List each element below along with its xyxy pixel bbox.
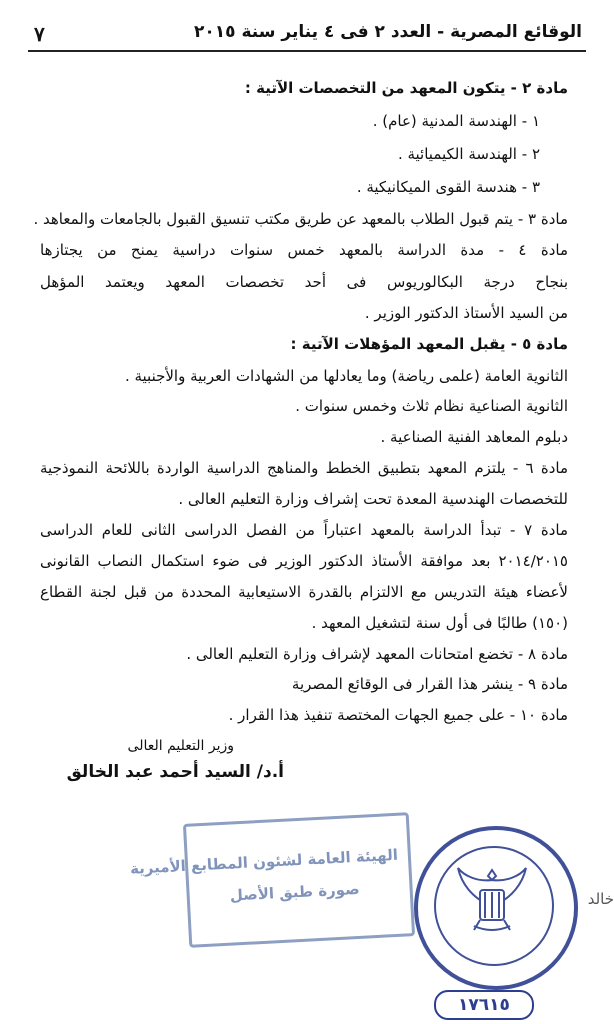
- article-7-line-2: ٢٠١٤/٢٠١٥ بعد موافقة الأستاذ الدكتور الوزير فى ضوء استكمال النصاب القانونى: [40, 552, 568, 570]
- page-header: [28, 20, 586, 52]
- stamp-line-1: الهيئة العامة لشئون المطابع الأميرية: [129, 845, 399, 878]
- article-7-line-4: (١٥٠) طالبًا فى أول سنة لتشغيل المعهد .: [311, 614, 568, 632]
- list-item: الثانوية العامة (علمى رياضة) وما يعادلها من الشهادات العربية والأجنبية .: [124, 367, 568, 385]
- certified-copy-stamp: [129, 812, 415, 948]
- article-2-heading: مادة ٢ - يتكون المعهد من التخصصات الآتية :: [244, 79, 568, 97]
- article-10: مادة ١٠ - على جميع الجهات المختصة تنفيذ هذا القرار .: [228, 706, 568, 724]
- article-4-line-3: من السيد الأستاذ الدكتور الوزير .: [364, 304, 568, 322]
- article-6-line-2: للتخصصات الهندسية المعدة تحت إشراف وزارة التعليم العالى .: [178, 490, 568, 508]
- signatory-title: وزير التعليم العالى: [127, 738, 234, 754]
- article-3: مادة ٣ - يتم قبول الطلاب بالمعهد عن طريق مكتب تنسيق القبول بالجامعات والمعاهد .: [33, 210, 568, 228]
- running-title: الوقائع المصرية - العدد ٢ فى ٤ يناير سنة ٢٠١٥: [194, 22, 582, 42]
- article-9: مادة ٩ - ينشر هذا القرار فى الوقائع المصرية: [291, 675, 568, 693]
- ministry-seal: [414, 826, 578, 990]
- signatory-name: أ.د/ السيد أحمد عبد الخالق: [66, 762, 284, 782]
- seal-serial-number: ١٧٦١٥: [434, 990, 534, 1020]
- list-item: الثانوية الصناعية نظام ثلاث وخمس سنوات .: [295, 397, 568, 415]
- list-item: ٢ - الهندسة الكيميائية .: [397, 145, 540, 163]
- article-8: مادة ٨ - تخضع امتحانات المعهد لإشراف وزارة التعليم العالى .: [186, 645, 568, 663]
- page-number: ٧: [34, 22, 45, 46]
- article-5-heading: مادة ٥ - يقبل المعهد المؤهلات الآتية :: [290, 335, 568, 353]
- article-7-line-1: مادة ٧ - تبدأ الدراسة بالمعهد اعتباراً من الفصل الدراسى الثانى للعام الدراسى: [40, 521, 568, 539]
- eagle-emblem-icon: [418, 830, 566, 978]
- list-item: ٣ - هندسة القوى الميكانيكية .: [356, 178, 540, 196]
- article-4-line-2: بنجاح درجة البكالوريوس فى أحد تخصصات المعهد ويعتمد المؤهل: [40, 273, 568, 291]
- edge-text-fragment: خالد: [587, 890, 614, 908]
- article-7-line-3: لأعضاء هيئة التدريس مع الالتزام بالقدرة الاستيعابية المحددة من قبل لجنة القطاع: [40, 583, 568, 601]
- article-6-line-1: مادة ٦ - يلتزم المعهد بتطبيق الخطط والمناهج الدراسية الواردة باللائحة النموذجية: [40, 459, 568, 477]
- list-item: ١ - الهندسة المدنية (عام) .: [372, 112, 540, 130]
- stamp-line-2: صورة طبق الأصل: [229, 879, 361, 905]
- list-item: دبلوم المعاهد الفنية الصناعية .: [380, 428, 568, 446]
- article-4-line-1: مادة ٤ - مدة الدراسة بالمعهد خمس سنوات دراسية يمنح من يجتازها: [40, 241, 568, 259]
